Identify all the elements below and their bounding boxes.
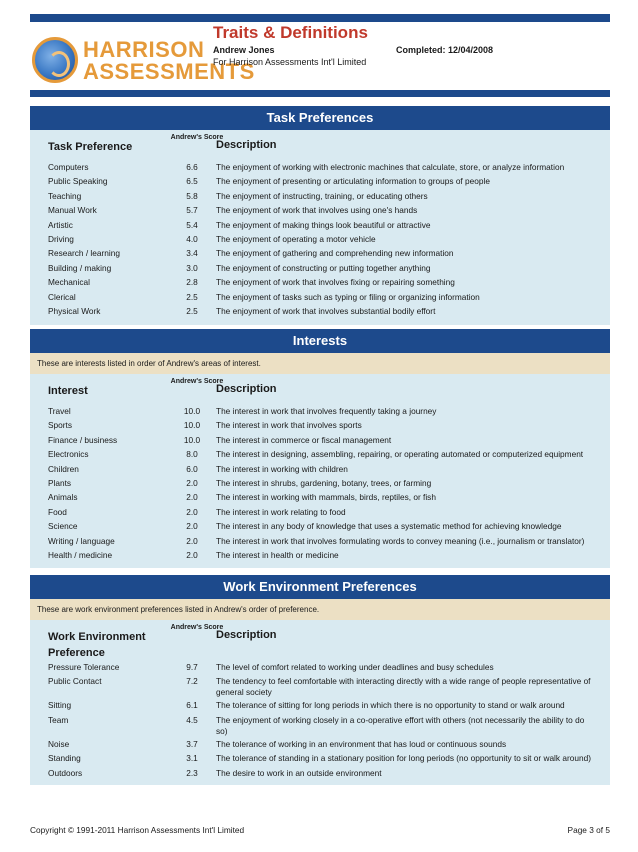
- row-score: 6.6: [186, 162, 198, 172]
- section-title: Work Environment Preferences: [30, 575, 610, 599]
- row-score: 6.0: [186, 463, 198, 474]
- table-row: [40, 534, 600, 548]
- header-rule: [30, 90, 610, 97]
- column-header-name: Interest: [48, 385, 88, 397]
- row-name: Clerical: [48, 291, 76, 302]
- table-rows: [40, 660, 600, 785]
- table-row: [40, 476, 600, 490]
- row-name: Sitting: [48, 700, 72, 711]
- row-name: Teaching: [48, 190, 82, 201]
- row-description: The level of comfort related to working under deadlines and busy schedules: [216, 662, 494, 672]
- table-row: [40, 203, 600, 217]
- column-header-name: Task Preference: [48, 141, 133, 153]
- row-score: 2.0: [186, 492, 198, 503]
- row-description: The enjoyment of work that involves substantial bodily effort: [216, 305, 436, 316]
- row-score: 2.0: [186, 549, 198, 560]
- row-name: Artistic: [48, 219, 73, 230]
- column-header-description: Description: [216, 383, 277, 395]
- work-environment-section: [30, 575, 610, 785]
- row-name: Standing: [48, 753, 81, 764]
- row-name: Public Contact: [48, 676, 102, 687]
- row-name: Animals: [48, 492, 78, 503]
- column-header-description: Description: [216, 139, 277, 151]
- row-score: 6.1: [186, 700, 198, 711]
- row-name: Team: [48, 714, 69, 725]
- row-name: Plants: [48, 477, 72, 488]
- row-description: The tolerance of working in an environment that has loud or continuous sounds: [216, 738, 507, 749]
- candidate-name: Andrew Jones: [213, 45, 275, 55]
- table-row: [40, 232, 600, 246]
- row-name: Public Speaking: [48, 176, 108, 187]
- row-score: 10.0: [183, 406, 201, 416]
- interests-table: [30, 374, 610, 568]
- table-row: [40, 751, 600, 765]
- row-score: 5.4: [186, 219, 198, 230]
- row-name: Manual Work: [48, 205, 97, 216]
- row-description: The interest in commerce or fiscal management: [216, 434, 392, 445]
- row-score: 8.0: [186, 449, 198, 460]
- table-row: [40, 261, 600, 275]
- row-score: 10.0: [183, 420, 201, 431]
- row-description: The interest in any body of knowledge that uses a systematic method for achieving knowledge: [216, 521, 562, 532]
- column-header-description: Description: [216, 629, 277, 641]
- for-company: For Harrison Assessments Int'l Limited: [213, 57, 367, 67]
- completed-date: Completed: 12/04/2008: [396, 45, 494, 55]
- row-name: Noise: [48, 738, 70, 749]
- table-header: [40, 620, 600, 660]
- row-score: 2.8: [186, 277, 198, 288]
- page-number: Page 3 of 5: [567, 825, 610, 835]
- row-score: 2.0: [186, 521, 198, 532]
- row-name: Food: [48, 506, 67, 517]
- table-row: [40, 462, 600, 476]
- row-name: Children: [48, 463, 79, 474]
- row-description: The interest in working with mammals, birds, reptiles, or fish: [216, 492, 436, 503]
- table-row: [40, 404, 600, 418]
- row-description: The enjoyment of tasks such as typing or filing or organizing information: [216, 291, 480, 302]
- row-score: 6.5: [186, 176, 198, 187]
- row-description: The interest in work that involves frequently taking a journey: [216, 406, 437, 416]
- work-environment-table: [30, 620, 610, 785]
- row-description: The tolerance of standing in a stationary position for long periods (no opportunity to sit or walk around): [216, 753, 591, 764]
- row-name: Mechanical: [48, 277, 90, 288]
- section-title: Interests: [30, 329, 610, 353]
- row-score: 4.0: [186, 233, 198, 244]
- table-row: [40, 433, 600, 447]
- interests-section: [30, 329, 610, 568]
- row-description: The enjoyment of constructing or putting together anything: [216, 262, 431, 273]
- row-description: The tendency to feel comfortable with interacting directly with a wide range of people representative of general society: [216, 676, 591, 698]
- column-header-score: Andrew's Score: [170, 624, 224, 631]
- row-score: 5.8: [186, 190, 198, 201]
- row-score: 2.3: [186, 767, 198, 778]
- table-row: [40, 174, 600, 188]
- top-rule: [30, 14, 610, 22]
- row-name: Health / medicine: [48, 549, 113, 560]
- row-score: 7.2: [186, 676, 198, 687]
- task-preferences-table: [30, 130, 610, 325]
- table-row: [40, 660, 600, 674]
- row-score: 2.5: [186, 305, 198, 316]
- row-description: The enjoyment of work that involves fixing or repairing something: [216, 277, 455, 288]
- section-intro: These are work environment preferences listed in Andrew's order of preference.: [30, 599, 610, 620]
- row-name: Research / learning: [48, 248, 120, 259]
- section-intro: These are interests listed in order of Andrew's areas of interest.: [30, 353, 610, 374]
- row-description: The interest in work that involves formulating words to convey meaning (i.e., journalism or translator): [216, 535, 585, 546]
- table-row: [40, 304, 600, 318]
- row-description: The interest in health or medicine: [216, 549, 339, 560]
- row-name: Physical Work: [48, 305, 101, 316]
- column-header-score: Andrew's Score: [170, 134, 224, 141]
- row-description: The interest in designing, assembling, repairing, or operating automated or computerized equipment: [216, 449, 584, 460]
- row-score: 3.4: [186, 248, 198, 259]
- row-name: Science: [48, 521, 78, 532]
- row-name: Electronics: [48, 449, 89, 460]
- table-row: [40, 218, 600, 232]
- table-row: [40, 737, 600, 751]
- row-description: The interest in working with children: [216, 463, 348, 474]
- row-description: The interest in shrubs, gardening, botany, trees, or farming: [216, 477, 432, 488]
- column-header-name: Work Environment Preference: [48, 631, 146, 659]
- table-row: [40, 766, 600, 780]
- table-row: [40, 698, 600, 712]
- copyright-notice: Copyright © 1991-2011 Harrison Assessments Int'l Limited: [30, 825, 245, 835]
- table-header: [40, 130, 600, 160]
- row-score: 4.5: [186, 714, 198, 725]
- table-rows: [40, 404, 600, 568]
- logo-text-line2: ASSESSMENTS: [83, 59, 255, 84]
- table-row: [40, 275, 600, 289]
- row-score: 3.7: [186, 738, 198, 749]
- row-description: The enjoyment of work that involves using one's hands: [216, 205, 418, 216]
- row-name: Writing / language: [48, 535, 115, 546]
- table-row: [40, 290, 600, 304]
- logo-emblem-icon: [32, 37, 78, 83]
- table-row: [40, 713, 600, 737]
- table-row: [40, 246, 600, 260]
- row-score: 3.1: [186, 753, 198, 764]
- row-description: The enjoyment of making things look beautiful or attractive: [216, 219, 431, 230]
- row-description: The enjoyment of instructing, training, or educating others: [216, 190, 428, 201]
- row-score: 3.0: [186, 262, 198, 273]
- table-row: [40, 548, 600, 562]
- row-name: Computers: [48, 162, 89, 172]
- row-score: 2.0: [186, 477, 198, 488]
- table-row: [40, 505, 600, 519]
- row-name: Outdoors: [48, 767, 83, 778]
- column-header-score: Andrew's Score: [170, 378, 224, 385]
- document-title: Traits & Definitions: [213, 23, 368, 42]
- section-title: Task Preferences: [30, 106, 610, 130]
- table-row: [40, 418, 600, 432]
- row-description: The interest in work relating to food: [216, 506, 346, 517]
- row-score: 2.5: [186, 291, 198, 302]
- row-name: Building / making: [48, 262, 112, 273]
- row-description: The enjoyment of working closely in a co-operative effort with others (not necessarily the ability to do so): [216, 714, 585, 736]
- table-row: [40, 519, 600, 533]
- row-name: Finance / business: [48, 434, 118, 445]
- row-name: Pressure Tolerance: [48, 662, 120, 672]
- row-score: 2.0: [186, 506, 198, 517]
- row-name: Driving: [48, 233, 74, 244]
- table-row: [40, 160, 600, 174]
- table-rows: [40, 160, 600, 325]
- row-description: The enjoyment of operating a motor vehicle: [216, 233, 376, 244]
- table-header: [40, 374, 600, 404]
- row-description: The enjoyment of presenting or articulating information to groups of people: [216, 176, 490, 187]
- row-description: The tolerance of sitting for long periods in which there is no opportunity to stand or walk around: [216, 700, 565, 711]
- table-row: [40, 447, 600, 461]
- row-score: 10.0: [183, 434, 201, 445]
- row-description: The interest in work that involves sports: [216, 420, 362, 431]
- table-row: [40, 490, 600, 504]
- row-description: The desire to work in an outside environment: [216, 767, 382, 778]
- row-score: 5.7: [186, 205, 198, 216]
- logo-text-line1: HARRISON: [83, 37, 205, 62]
- table-row: [40, 189, 600, 203]
- row-name: Travel: [48, 406, 71, 416]
- row-score: 2.0: [186, 535, 198, 546]
- row-description: The enjoyment of working with electronic machines that calculate, store, or analyze information: [216, 162, 565, 172]
- page-header: [30, 22, 610, 90]
- row-score: 9.7: [186, 662, 198, 672]
- row-description: The enjoyment of gathering and comprehending new information: [216, 248, 454, 259]
- task-preferences-section: [30, 106, 610, 325]
- row-name: Sports: [48, 420, 72, 431]
- table-row: [40, 674, 600, 698]
